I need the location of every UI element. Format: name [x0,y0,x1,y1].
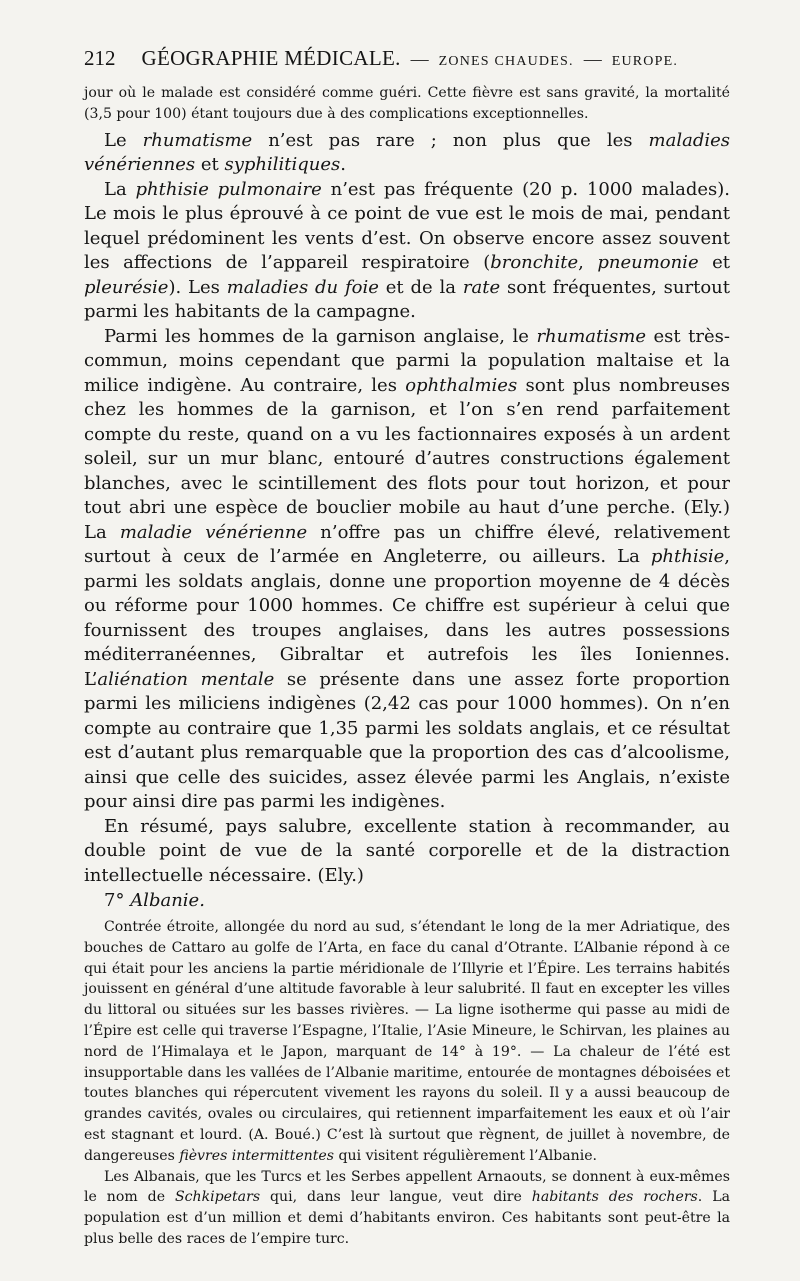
italic-term: rhumatisme [142,129,253,151]
italic-term: fièvres intermittentes [179,1147,334,1164]
italic-term: rhumatisme [536,325,646,347]
paragraph-albanie-contree [84,917,730,1167]
italic-term: maladie vénérienne [119,521,308,543]
italic-term: pneumonie [597,252,699,274]
paragraph-resume [84,815,730,889]
text-run: Le [104,129,143,151]
header-separator: — [410,49,429,69]
italic-term: bronchite [490,252,579,274]
section-number: 7° [104,890,125,912]
italic-term: phthisie [650,546,725,568]
page-number: 212 [84,46,116,70]
italic-term: syphilitiques [224,154,341,176]
text-run: . La population est d’un million et demi d’habitants environ. Ces habitants sont peut-être la plus belle des races de l’empire turc. [84,1189,730,1248]
header-separator-2: — [583,49,602,69]
text-run: n’est pas rare ; non plus que les [252,129,649,151]
section-title: Albanie. [130,890,205,912]
text-run: qui visitent régulièrement l’Albanie. [334,1147,598,1164]
text-run: Parmi les hommes de la garnison anglaise, le [104,325,537,347]
header-zone: ZONES CHAUDES. [438,54,574,69]
italic-term: rate [462,276,501,298]
italic-term: aliénation mentale [97,668,275,690]
text-run: , [578,252,598,274]
text-run: qui, dans leur langue, veut dire [260,1189,532,1206]
italic-term: maladies du foie [226,276,379,298]
text-run: La [104,178,136,200]
text-run: n’est pas fréquente (20 p. 1000 malades). Le mois le plus éprouvé à ce point de vue est le mois de mai, pendant lequel prédominent les vents d’est. On observe encore assez souvent les affections de l’appareil respiratoire ( [84,178,730,274]
italic-term: pleurésie [84,276,169,298]
text-run: Contrée étroite, allongée du nord au sud, s’étendant le long de la mer Adriatique, des bouches de Cattaro au golfe de l’Arta, en face du canal d’Otrante. L’Albanie répond à ce qui était pour les anciens la partie méridionale de l’Illyrie et l’Épire. Les terrains habités jouissent en général d’une altitude favorable à leur salubrité. Il faut en excepter les villes du littoral ou situées sur les basses rivières. — La ligne isotherme qui passe au midi de l’Épire est celle qui traverse l’Espagne, l’Italie, l’Asie Mineure, le Schirvan, les plaines au nord de l’Himalaya et le Japon, marquant de 14° à 19°. — La chaleur de l’été est insupportable dans les vallées de l’Albanie maritime, entourée de montagnes déboisées et toutes blanches qui répercutent vivement les rayons du soleil. Il y a aussi beaucoup de grandes cavités, ovales ou circulaires, qui retiennent imparfaitement les eaux et où l’air est stagnant et lourd. (A. Boué.) C’est là surtout que règnent, de juillet à novembre, de dangereuses [84,919,730,1164]
text-run: sont plus nombreuses chez les hommes de la garnison, et l’on s’en rend parfaitement compte du reste, quand on a vu les factionnaires exposés à un ardent soleil, sur un mur blanc, entouré d’autres constructions également blanches, avec le scintillement des flots pour tout horizon, et pour tout abri une espèce de bouclier mobile au haut d’une perche. (Ely.) La [84,374,730,543]
paragraph-rhumatisme [84,129,730,178]
text-run: et [698,252,730,274]
italic-term: maladies vénériennes [84,129,730,176]
text-run: est très-commun, moins cependant que parmi la population maltaise et la milice indigène. Au contraire, les [84,325,730,396]
main-text [84,83,730,1250]
text-run: sont fréquentes, surtout parmi les habitants de la campagne. [84,276,731,323]
text-run: et de la [378,276,463,298]
text-run: Les Albanais, que les Turcs et les Serbes appellent Arnaouts, se donnent à eux-mêmes le nom de [84,1168,730,1206]
text-run: et [195,154,225,176]
paragraph-garnison [84,325,730,815]
italic-term: habitants des rochers [531,1189,698,1206]
text-run: En résumé, pays salubre, excellente station à recommander, au double point de vue de la santé corporelle et de la distraction intellectuelle nécessaire. (Ely.) [84,815,730,886]
header-region: EUROPE. [611,54,679,69]
paragraph-albanais [84,1167,730,1250]
text-run: . [340,154,347,176]
text-run: se présente dans une assez forte proportion parmi les miliciens indigènes (2,42 cas pour 1000 hommes). On n’en compte au contraire que 1,35 parmi les soldats anglais, et ce résultat est d’autant plus remarquable que la proportion des cas d’alcoolisme, ainsi que celle des suicides, assez élevée parmi les Anglais, n’existe pour ainsi dire pas parmi les indigènes. [84,668,730,813]
italic-term: phthisie pulmonaire [135,178,322,200]
section-heading-albanie [104,888,730,913]
paragraph-continuation [84,83,730,125]
italic-term: Schkipetars [174,1189,261,1206]
text-run: , parmi les soldats anglais, donne une proportion moyenne de 4 décès ou réforme pour 1000 hommes. Ce chiffre est supérieur à celui que fournissent des troupes anglaises, dans les autres possessions méditerranéennes, Gibraltar et autrefois les îles Ioniennes. L’ [84,546,730,690]
text-run: jour où le malade est considéré comme guéri. Cette fièvre est sans gravité, la mortalité (3,5 pour 100) étant toujours due à des complications exceptionnelles. [84,85,730,122]
text-run: ). Les [168,276,227,298]
text-run: n’offre pas un chiffre élevé, relativement surtout à ceux de l’armée en Angleterre, ou ailleurs. La [84,521,731,568]
running-header [84,46,730,71]
italic-term: ophthalmies [405,374,518,396]
running-title: GÉOGRAPHIE MÉDICALE. [141,46,401,70]
paragraph-phthisie [84,178,730,325]
